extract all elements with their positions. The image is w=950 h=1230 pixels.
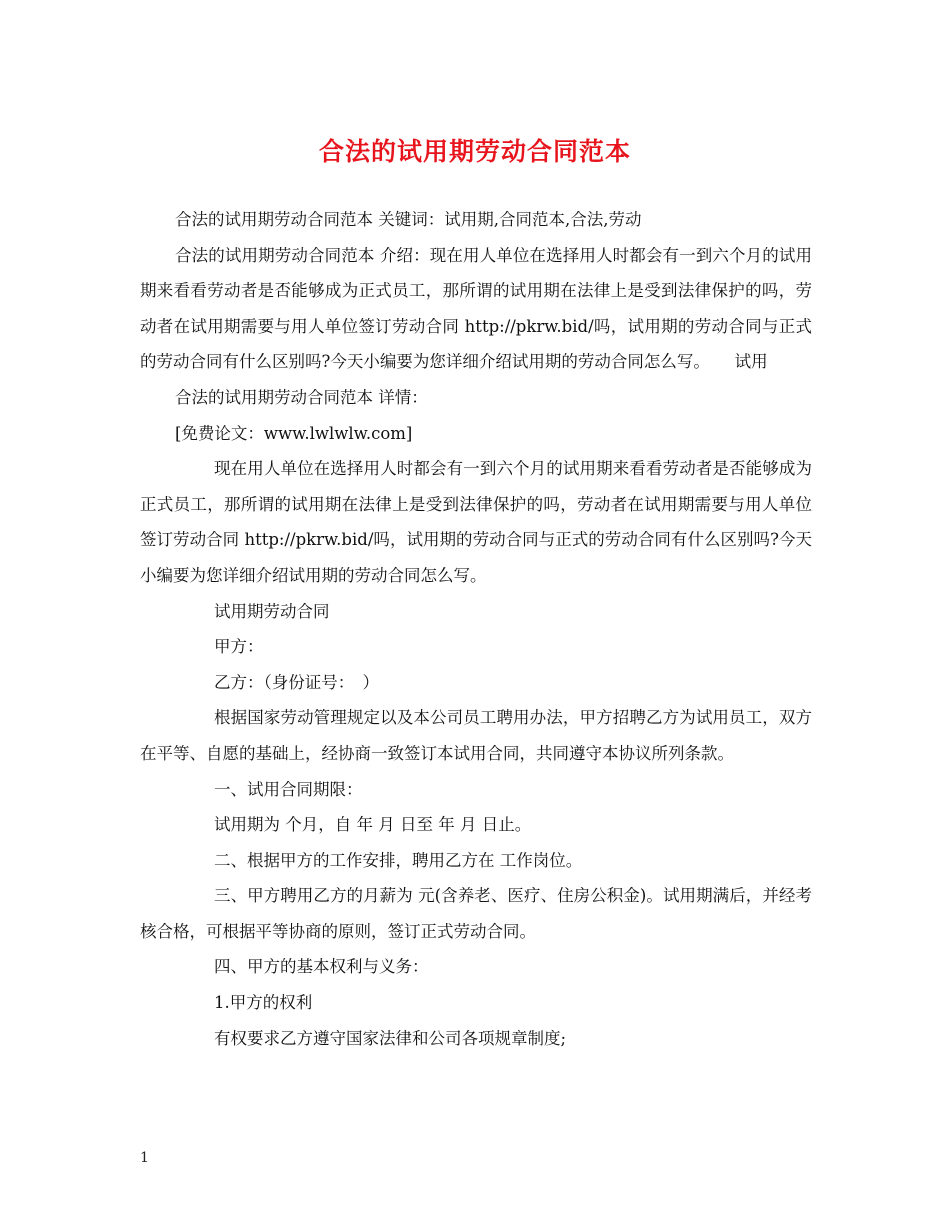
clause-2-text: 二、根据甲方的工作安排，聘用乙方在 工作岗位。 xyxy=(214,850,583,870)
document-body xyxy=(140,202,812,1056)
body-paragraph: 现在用人单位在选择用人时都会有一到六个月的试用期来看看劳动者是否能够成为正式员工，那所谓的试用期在法律上是受到法律保护的吗，劳动者在试用期需要与用人单位签订劳动合同 http://pkrw.bid/吗，试用期的劳动合同与正式的劳动合同有什么区别吗?今天小编要为您详细介绍试用期的劳动合同怎么写。 xyxy=(140,459,812,585)
document-title: 合法的试用期劳动合同范本 xyxy=(318,137,631,166)
keywords-paragraph: 合法的试用期劳动合同范本 关键词：试用期,合同范本,合法,劳动 xyxy=(175,210,642,229)
clause-3-text: 三、甲方聘用乙方的月薪为 元(含养老、医疗、住房公积金)。试用期满后，并经考核合格，可根据平等协商的原则，签订正式劳动合同。 xyxy=(140,886,812,941)
party-b-line: 乙方：（身份证号： ） xyxy=(214,672,379,692)
clause-4-subheading: 1.甲方的权利 xyxy=(214,993,313,1013)
clause-1-text: 试用期为 个月，自 年 月 日至 年 月 日止。 xyxy=(214,815,532,835)
clause-1-heading: 一、试用合同期限： xyxy=(214,779,363,799)
contract-heading: 试用期劳动合同 xyxy=(214,601,330,621)
preamble-paragraph: 根据国家劳动管理规定以及本公司员工聘用办法，甲方招聘乙方为试用员工，双方在平等、自愿的基础上，经协商一致签订本试用合同，共同遵守本协议所列条款。 xyxy=(140,708,812,763)
clause-4-item: 有权要求乙方遵守国家法律和公司各项规章制度; xyxy=(214,1028,567,1048)
details-heading: 合法的试用期劳动合同范本 详情： xyxy=(175,387,428,407)
source-note: [免费论文：www.lwlwlw.com] xyxy=(175,423,413,443)
page-number: 1 xyxy=(140,1150,149,1166)
intro-paragraph: 合法的试用期劳动合同范本 介绍：现在用人单位在选择用人时都会有一到六个月的试用期来看看劳动者是否能够成为正式员工，那所谓的试用期在法律上是受到法律保护的吗，劳动者在试用期需要与用人单位签订劳动合同 http://pkrw.bid/吗，试用期的劳动合同与正式的劳动合同有什么区别吗?今天小编要为您详细介绍试用期的劳动合同怎么写。 试用 xyxy=(140,245,812,372)
clause-4-heading: 四、甲方的基本权利与义务： xyxy=(214,957,429,977)
party-a-line: 甲方： xyxy=(214,637,264,657)
